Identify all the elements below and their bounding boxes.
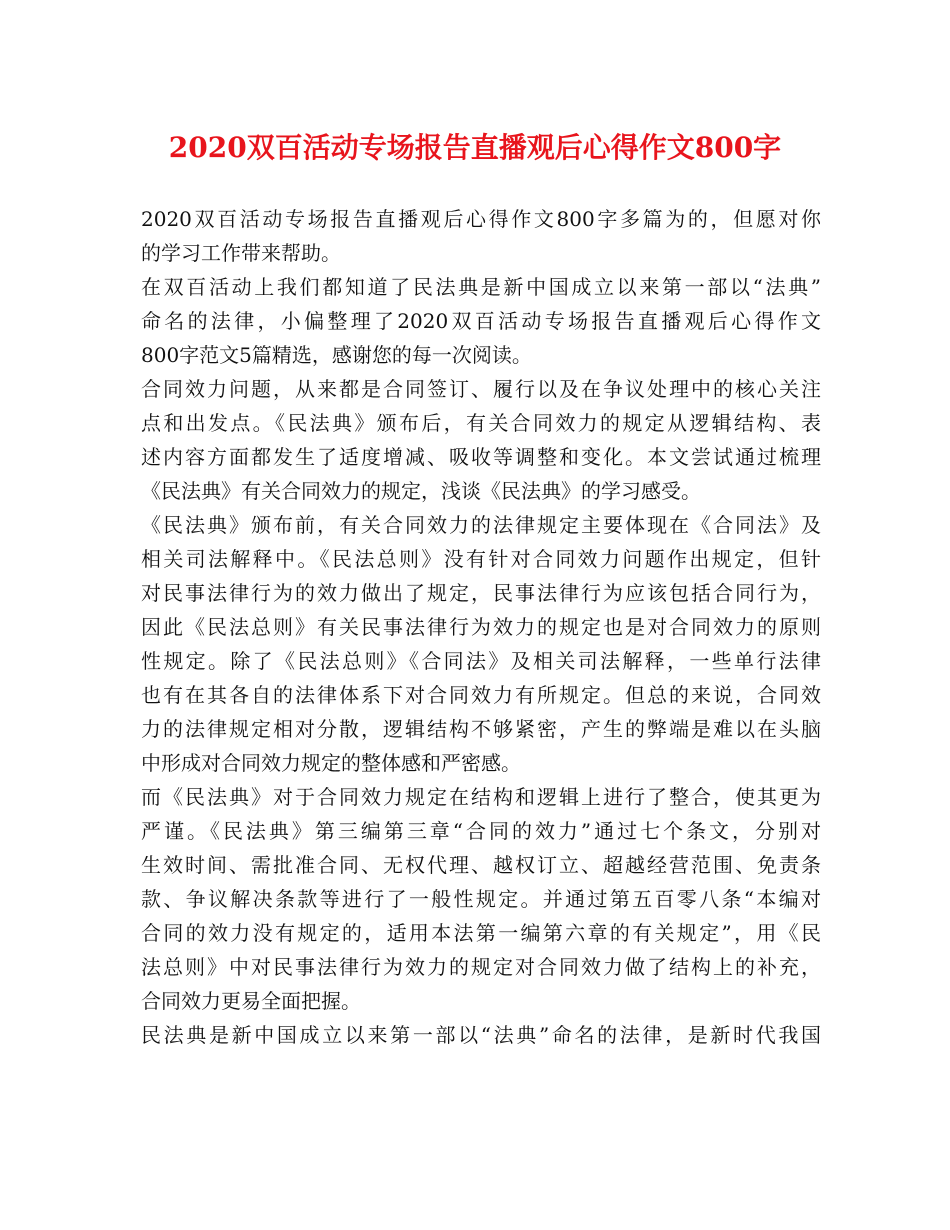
body-line: 《民法典》颁布前，有关合同效力的法律规定主要体现在《合同法》及: [141, 513, 821, 537]
body-line: 相关司法解释中。《民法总则》没有针对合同效力问题作出规定，但针: [141, 547, 821, 571]
document-body: [141, 202, 821, 1052]
body-line: 也有在其各自的法律体系下对合同效力有所规定。但总的来说，合同效: [141, 683, 821, 707]
body-line: 述内容方面都发生了适度增减、吸收等调整和变化。本文尝试通过梳理: [141, 445, 821, 469]
body-line: 800字范文5篇精选，感谢您的每一次阅读。: [141, 343, 532, 367]
body-line: 点和出发点。《民法典》颁布后，有关合同效力的规定从逻辑结构、表: [141, 411, 821, 435]
body-line: 中形成对合同效力规定的整体感和严密感。: [141, 751, 521, 775]
body-line: 因此《民法总则》有关民事法律行为效力的规定也是对合同效力的原则: [141, 615, 821, 639]
body-line: 性规定。除了《民法总则》《合同法》及相关司法解释，一些单行法律: [141, 649, 821, 673]
body-line: 民法典是新中国成立以来第一部以“法典”命名的法律，是新时代我国: [141, 1023, 821, 1047]
body-line: 对民事法律行为的效力做出了规定，民事法律行为应该包括合同行为，: [141, 581, 821, 605]
body-line: 《民法典》有关合同效力的规定，浅谈《民法典》的学习感受。: [141, 479, 701, 503]
body-line: 在双百活动上我们都知道了民法典是新中国成立以来第一部以“法典”: [141, 275, 821, 299]
body-line: 款、争议解决条款等进行了一般性规定。并通过第五百零八条“本编对: [141, 887, 821, 911]
body-line: 力的法律规定相对分散，逻辑结构不够紧密，产生的弊端是难以在头脑: [141, 717, 821, 741]
body-line: 命名的法律，小偏整理了2020双百活动专场报告直播观后心得作文: [141, 309, 821, 333]
body-line: 合同效力更易全面把握。: [141, 989, 361, 1013]
body-line: 严谨。《民法典》第三编第三章“合同的效力”通过七个条文，分别对: [141, 819, 821, 843]
body-line: 合同的效力没有规定的，适用本法第一编第六章的有关规定”，用《民: [141, 921, 821, 945]
body-line: 的学习工作带来帮助。: [141, 241, 341, 265]
body-line: 法总则》中对民事法律行为效力的规定对合同效力做了结构上的补充，: [141, 955, 821, 979]
body-line: 而《民法典》对于合同效力规定在结构和逻辑上进行了整合，使其更为: [141, 785, 821, 809]
document-title: 2020双百活动专场报告直播观后心得作文800字: [168, 131, 782, 164]
body-line: 2020双百活动专场报告直播观后心得作文800字多篇为的，但愿对你: [141, 207, 821, 231]
body-line: 生效时间、需批准合同、无权代理、越权订立、超越经营范围、免责条: [141, 853, 821, 877]
body-line: 合同效力问题，从来都是合同签订、履行以及在争议处理中的核心关注: [141, 377, 821, 401]
